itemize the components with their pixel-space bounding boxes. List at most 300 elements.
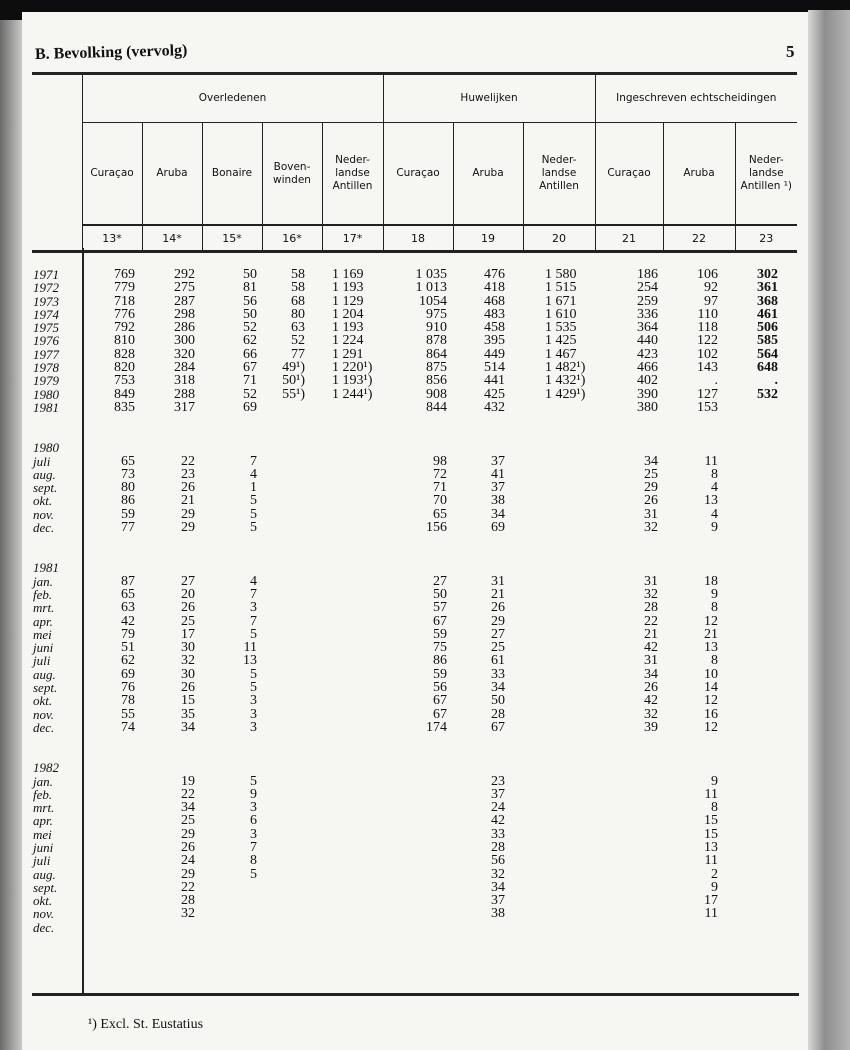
table-cell: 34	[644, 453, 658, 469]
row-label: nov.	[33, 706, 55, 722]
table-cell: 3	[250, 719, 257, 735]
table-cell: 29	[181, 506, 195, 522]
table-cell: 779	[114, 280, 135, 296]
table-cell	[322, 801, 383, 814]
table-cell: .	[714, 373, 718, 389]
table-cell: 864	[426, 346, 447, 362]
table-cell	[322, 601, 383, 614]
table-row	[32, 775, 797, 788]
table-cell: 12	[704, 693, 718, 709]
table-cell: 34	[491, 879, 505, 895]
table-cell: 34	[181, 800, 195, 816]
table-cell	[523, 708, 595, 721]
table-cell: 73	[121, 466, 135, 482]
table-cell	[595, 894, 663, 907]
table-cell: 1 193	[332, 280, 364, 296]
table-cell	[523, 801, 595, 814]
table-cell	[322, 721, 383, 734]
table-cell	[82, 854, 142, 867]
table-cell	[735, 841, 797, 854]
table-cell	[262, 694, 322, 707]
table-cell	[735, 894, 797, 907]
table-row	[32, 321, 797, 334]
table-cell: 6	[250, 813, 257, 829]
table-cell	[262, 721, 322, 734]
table-cell	[262, 708, 322, 721]
table-cell: 26	[181, 839, 195, 855]
table-cell: 402	[637, 373, 658, 389]
column-number: 17*	[322, 225, 383, 252]
table-cell: 878	[426, 333, 447, 349]
table-cell: 98	[433, 453, 447, 469]
table-cell	[202, 921, 262, 934]
row-label: mrt.	[33, 600, 55, 616]
table-cell: 110	[697, 306, 718, 322]
table-cell: 50¹)	[282, 373, 305, 389]
table-cell	[735, 628, 797, 641]
table-cell	[262, 401, 322, 414]
table-cell: 52	[243, 320, 257, 336]
table-cell: 648	[757, 360, 778, 376]
table-cell: 975	[426, 306, 447, 322]
table-cell	[322, 588, 383, 601]
table-cell	[322, 521, 383, 534]
table-cell: 37	[491, 453, 505, 469]
table-cell	[262, 881, 322, 894]
table-cell: 458	[484, 320, 505, 336]
table-cell: 1 425	[545, 333, 577, 349]
table-cell: 79	[121, 626, 135, 642]
table-row	[32, 681, 797, 694]
table-cell	[262, 468, 322, 481]
table-cell: 67	[491, 719, 505, 735]
table-cell: 50	[243, 267, 257, 282]
table-cell: 856	[426, 373, 447, 389]
table-cell: 440	[637, 333, 658, 349]
table-row	[32, 881, 797, 894]
table-cell: 59	[433, 626, 447, 642]
table-cell: 26	[644, 680, 658, 696]
column-number: 18	[383, 225, 453, 252]
table-cell	[523, 828, 595, 841]
table-row	[32, 348, 797, 361]
table-cell: 56	[433, 680, 447, 696]
table-cell	[82, 788, 142, 801]
table-cell: 153	[697, 399, 718, 415]
table-cell	[735, 788, 797, 801]
column-number: 23	[735, 225, 797, 252]
table-cell	[82, 841, 142, 854]
table-cell: 52	[243, 386, 257, 402]
table-cell: 26	[181, 480, 195, 496]
table-cell: 50	[433, 586, 447, 602]
section-year-label: 1981	[33, 560, 59, 576]
table-row	[32, 721, 797, 734]
table-cell: 1 244¹)	[332, 386, 373, 402]
table-cell: 849	[114, 386, 135, 402]
table-cell: 11	[704, 906, 718, 922]
table-cell: 13	[704, 839, 718, 855]
table-cell	[735, 615, 797, 628]
table-cell: 32	[644, 586, 658, 602]
column-number: 21	[595, 225, 663, 252]
table-cell: 810	[114, 333, 135, 349]
table-row	[32, 828, 797, 841]
column-number: 19	[453, 225, 523, 252]
table-cell	[735, 828, 797, 841]
row-label: nov.	[33, 906, 55, 922]
table-cell: 532	[757, 386, 778, 402]
table-cell	[595, 921, 663, 934]
table-cell: 21	[704, 626, 718, 642]
table-cell	[663, 921, 735, 934]
table-cell	[383, 841, 453, 854]
row-label: dec.	[33, 520, 55, 536]
table-cell	[262, 508, 322, 521]
table-row	[32, 668, 797, 681]
table-cell: 42	[121, 613, 135, 629]
table-cell	[262, 854, 322, 867]
table-cell: 7	[250, 613, 257, 629]
table-cell: 368	[757, 293, 778, 309]
table-cell: 9	[711, 520, 718, 536]
table-cell	[383, 921, 453, 934]
table-row	[32, 481, 797, 494]
table-cell	[523, 455, 595, 468]
table-cell: 506	[757, 320, 778, 336]
table-cell: 286	[174, 320, 195, 336]
table-row	[32, 268, 797, 281]
table-cell: 29	[644, 480, 658, 496]
table-cell: 820	[114, 360, 135, 376]
table-cell	[735, 907, 797, 920]
table-row	[32, 334, 797, 347]
table-cell	[595, 881, 663, 894]
table-cell: 425	[484, 386, 505, 402]
row-label: 1981	[33, 399, 59, 415]
table-cell	[523, 681, 595, 694]
table-cell: 910	[426, 320, 447, 336]
row-label: apr.	[33, 613, 53, 629]
table-cell: 63	[291, 320, 305, 336]
column-header: Aruba	[142, 123, 202, 226]
table-cell: 7	[250, 839, 257, 855]
table-cell: 5	[250, 493, 257, 509]
table-cell: 127	[697, 386, 718, 402]
row-label: 1975	[33, 320, 59, 336]
table-cell: 12	[704, 613, 718, 629]
table-cell: 1 671	[545, 293, 577, 309]
table-cell	[322, 694, 383, 707]
table-cell: 75	[433, 640, 447, 656]
table-cell: 336	[637, 306, 658, 322]
row-label: 1972	[33, 280, 59, 296]
row-label: sept.	[33, 680, 58, 696]
table-cell: 35	[181, 706, 195, 722]
table-cell	[523, 494, 595, 507]
table-cell: 174	[426, 719, 447, 735]
row-label: aug.	[33, 466, 56, 482]
table-cell	[735, 694, 797, 707]
table-cell: 432	[484, 399, 505, 415]
table-row	[32, 361, 797, 374]
table-cell: 22	[181, 786, 195, 802]
table-cell: 77	[291, 346, 305, 362]
table-cell: 29	[181, 866, 195, 882]
table-cell: 1 224	[332, 333, 364, 349]
table-cell: 792	[114, 320, 135, 336]
table-cell	[202, 907, 262, 920]
table-cell: 37	[491, 480, 505, 496]
table-cell: 1 193	[332, 320, 364, 336]
table-cell: 259	[637, 293, 658, 309]
table-row	[32, 921, 797, 934]
table-row	[32, 788, 797, 801]
table-cell: 1 204	[332, 306, 364, 322]
table-cell	[383, 788, 453, 801]
group-echtscheidingen: Ingeschreven echtscheidingen	[595, 74, 797, 123]
table-cell: 461	[757, 306, 778, 322]
table-cell: 118	[697, 320, 718, 336]
table-row	[32, 295, 797, 308]
row-label: 1976	[33, 333, 59, 349]
table-row	[32, 374, 797, 387]
table-cell	[523, 468, 595, 481]
table-cell: 186	[637, 267, 658, 282]
table-row	[32, 468, 797, 481]
table-cell: 483	[484, 306, 505, 322]
table-cell: .	[774, 373, 778, 389]
table-cell: 8	[711, 800, 718, 816]
book-edge	[808, 10, 850, 1050]
table-cell: 908	[426, 386, 447, 402]
table-cell: 3	[250, 693, 257, 709]
table-row	[32, 894, 797, 907]
row-label: dec.	[33, 719, 55, 735]
table-cell	[322, 481, 383, 494]
table-cell: 364	[637, 320, 658, 336]
table-cell: 5	[250, 866, 257, 882]
table-cell: 292	[174, 267, 195, 282]
table-cell: 390	[637, 386, 658, 402]
table-cell: 4	[250, 466, 257, 482]
table-cell: 254	[637, 280, 658, 296]
table-cell	[262, 641, 322, 654]
table-cell	[523, 508, 595, 521]
table-cell: 1 193¹)	[332, 373, 373, 389]
table-cell	[322, 401, 383, 414]
table-cell	[523, 841, 595, 854]
table-cell: 97	[704, 293, 718, 309]
table-cell	[735, 468, 797, 481]
table-cell	[523, 907, 595, 920]
table-cell: 72	[433, 466, 447, 482]
table-cell	[523, 921, 595, 934]
table-cell	[202, 881, 262, 894]
table-row	[32, 641, 797, 654]
table-cell: 302	[757, 267, 778, 282]
table-cell	[322, 907, 383, 920]
table-cell: 92	[704, 280, 718, 296]
table-header	[32, 72, 797, 253]
row-label: aug.	[33, 866, 56, 882]
table-row	[32, 654, 797, 667]
table-cell	[523, 575, 595, 588]
table-cell: 18	[704, 573, 718, 589]
table-cell: 29	[491, 613, 505, 629]
table-cell: 1 013	[415, 280, 447, 296]
table-cell: 67	[433, 706, 447, 722]
table-cell: 59	[121, 506, 135, 522]
table-row	[32, 868, 797, 881]
column-header: Neder- landse Antillen	[322, 123, 383, 226]
table-cell	[595, 814, 663, 827]
table-cell	[735, 401, 797, 414]
table-cell: 31	[644, 653, 658, 669]
table-cell	[262, 654, 322, 667]
table-cell	[322, 814, 383, 827]
table-cell	[262, 775, 322, 788]
table-cell: 9	[250, 786, 257, 802]
table-cell: 1054	[419, 293, 447, 309]
table-cell: 300	[174, 333, 195, 349]
column-header: Neder- landse Antillen ¹)	[735, 123, 797, 226]
table-cell	[82, 828, 142, 841]
table-cell: 102	[697, 346, 718, 362]
table-cell: 1	[250, 480, 257, 496]
table-cell: 1 535	[545, 320, 577, 336]
table-cell: 70	[433, 493, 447, 509]
table-cell: 8	[711, 466, 718, 482]
column-number: 16*	[262, 225, 322, 252]
table-cell: 585	[757, 333, 778, 349]
table-cell: 466	[637, 360, 658, 376]
table-cell	[595, 788, 663, 801]
table-row	[32, 455, 797, 468]
table-cell	[595, 841, 663, 854]
table-cell: 15	[181, 693, 195, 709]
table-row	[32, 588, 797, 601]
table-row	[32, 508, 797, 521]
table-cell: 76	[121, 680, 135, 696]
row-label: okt.	[33, 893, 53, 909]
table-cell: 10	[704, 666, 718, 682]
table-cell	[595, 801, 663, 814]
table-cell: 58	[291, 280, 305, 296]
column-header: Aruba	[663, 123, 735, 226]
table-cell: 828	[114, 346, 135, 362]
table-cell: 8	[711, 600, 718, 616]
table-cell	[262, 814, 322, 827]
table-cell	[735, 854, 797, 867]
row-label: 1978	[33, 360, 59, 376]
table-row	[32, 388, 797, 401]
table-cell	[523, 521, 595, 534]
table-cell: 32	[181, 906, 195, 922]
table-cell: 7	[250, 586, 257, 602]
table-cell: 25	[644, 466, 658, 482]
table-cell: 62	[121, 653, 135, 669]
row-label: dec.	[33, 919, 55, 935]
table-cell: 418	[484, 280, 505, 296]
page-number: 5	[786, 42, 795, 61]
table-cell: 31	[644, 506, 658, 522]
table-cell: 21	[491, 586, 505, 602]
table-cell: 38	[491, 493, 505, 509]
row-label: sept.	[33, 879, 58, 895]
table-cell	[322, 455, 383, 468]
table-cell	[735, 775, 797, 788]
table-cell	[322, 775, 383, 788]
table-cell: 28	[491, 706, 505, 722]
table-cell	[523, 588, 595, 601]
column-header: Curaçao	[82, 123, 142, 226]
table-row	[32, 814, 797, 827]
table-cell: 26	[181, 680, 195, 696]
table-cell: 13	[243, 653, 257, 669]
table-cell: 23	[491, 773, 505, 789]
table-cell	[735, 455, 797, 468]
table-cell: 26	[181, 600, 195, 616]
table-cell: 67	[243, 360, 257, 376]
table-cell: 28	[644, 600, 658, 616]
table-cell	[735, 681, 797, 694]
table-cell: 23	[181, 466, 195, 482]
row-label: juli	[33, 653, 51, 669]
table-cell	[383, 801, 453, 814]
table-row	[32, 601, 797, 614]
column-header: Aruba	[453, 123, 523, 226]
table-cell: 1 291	[332, 346, 364, 362]
table-cell: 1 580	[545, 267, 577, 282]
table-cell: 5	[250, 626, 257, 642]
section-year-label: 1980	[33, 440, 59, 456]
row-label: mrt.	[33, 800, 55, 816]
table-cell	[82, 921, 142, 934]
table-row	[32, 628, 797, 641]
table-cell: 33	[491, 826, 505, 842]
table-cell: 55	[121, 706, 135, 722]
table-cell	[383, 894, 453, 907]
column-header: Boven- winden	[262, 123, 322, 226]
table-cell	[523, 894, 595, 907]
table-cell	[262, 841, 322, 854]
row-label: 1974	[33, 306, 59, 322]
table-cell: 298	[174, 306, 195, 322]
row-label: nov.	[33, 506, 55, 522]
table-cell	[262, 588, 322, 601]
table-cell: 1 169	[332, 267, 364, 282]
table-cell: 320	[174, 346, 195, 362]
table-cell: 11	[704, 853, 718, 869]
table-cell: 1 035	[415, 267, 447, 282]
table-cell	[735, 588, 797, 601]
table-cell: 22	[181, 453, 195, 469]
section-year-label: 1982	[33, 760, 59, 776]
table-cell: 1 429¹)	[545, 386, 586, 402]
table-cell	[523, 668, 595, 681]
table-cell: 5	[250, 773, 257, 789]
table-cell: 42	[491, 813, 505, 829]
column-header: Curaçao	[383, 123, 453, 226]
table-cell	[82, 814, 142, 827]
table-cell	[202, 894, 262, 907]
table-cell: 34	[181, 719, 195, 735]
table-cell: 361	[757, 280, 778, 296]
table-cell: 37	[491, 893, 505, 909]
table-cell: 28	[181, 893, 195, 909]
table-cell: 74	[121, 719, 135, 735]
